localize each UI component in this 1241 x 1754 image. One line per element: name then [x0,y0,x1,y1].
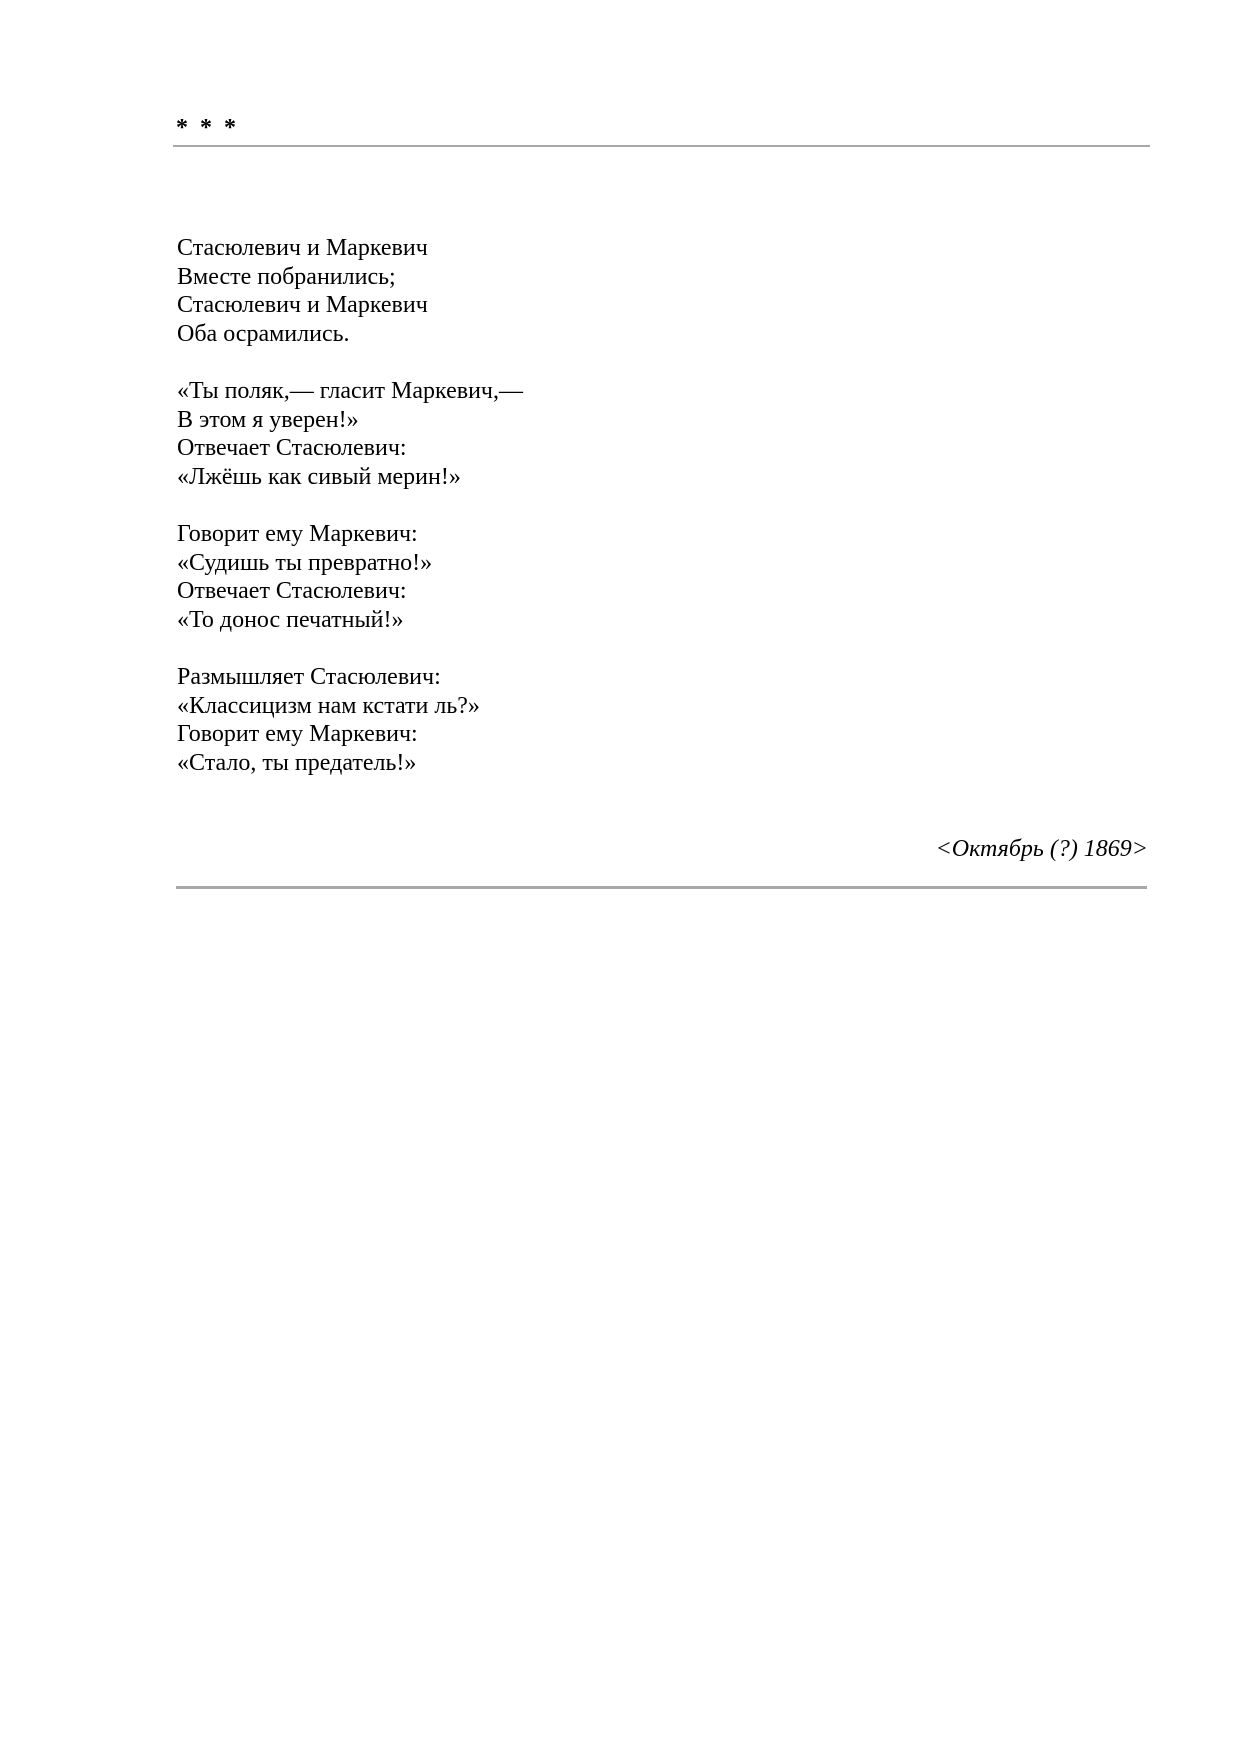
poem-line: «Судишь ты превратно!» [177,549,433,576]
poem-line: Стасюлевич и Маркевич [177,235,428,261]
poem-date: <Октябрь (?) 1869> [935,836,1148,862]
poem-line: Отвечает Стасюлевич: [177,578,407,605]
poem-line: Отвечает Стасюлевич: [177,435,407,462]
poem [177,234,1077,806]
bottom-divider [176,886,1147,889]
poem-line: «Классицизм нам кстати ль?» [177,692,480,719]
poem-line: Оба осрамились. [177,320,350,347]
poem-line: Говорит ему Маркевич: [177,520,418,547]
stanza-4 [177,663,1077,777]
poem-line: «То донос печатный!» [177,606,404,633]
poem-line: «Ты поляк,— гласит Маркевич,— [177,377,523,404]
poem-line: Стасюлевич и Маркевич [177,292,428,319]
poem-line: Вместе побранились; [177,263,396,290]
top-divider [173,145,1150,147]
stanza-3 [177,520,1077,634]
stanza-1 [177,234,1077,348]
poem-line: «Стало, ты предатель!» [177,749,417,776]
poem-line: Размышляет Стасюлевич: [177,663,441,690]
section-heading: * * * [176,115,239,141]
poem-line: «Лжёшь как сивый мерин!» [177,463,461,490]
poem-line: Говорит ему Маркевич: [177,721,418,748]
stanza-2 [177,377,1077,491]
poem-line: В этом я уверен!» [177,406,359,433]
